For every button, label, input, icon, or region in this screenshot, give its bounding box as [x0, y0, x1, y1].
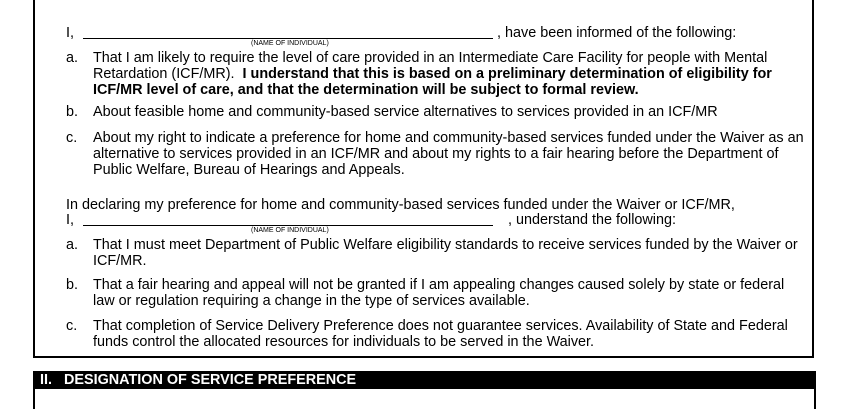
item-2a-letter: a.	[66, 237, 79, 253]
individual-name-field-1[interactable]	[83, 38, 493, 39]
statement-2-prefix: I,	[66, 212, 74, 228]
item-1c-letter: c.	[66, 130, 78, 146]
statement-2-intro: In declaring my preference for home and community-based services funded under the Waiver or ICF/MR,	[66, 197, 735, 213]
statement-2-suffix: , understand the following:	[508, 212, 677, 228]
statement-1-prefix: I,	[66, 25, 74, 41]
item-1b-text: About feasible home and community-based service alternatives to services provided in an ICF/MR	[93, 104, 718, 120]
item-2c-text: That completion of Service Delivery Preference does not guarantee services. Availability of State and Federal funds control the allocated resources for individuals to be served in the Waiver.	[93, 318, 788, 350]
section-2-left-border	[33, 389, 35, 409]
item-1c-text: About my right to indicate a preference for home and community-based services funded under the Waiver as an alternative to services provided in an ICF/MR and about my rights to a fair hearing before the Department of Public Welfare, Bureau of Hearings and Appeals.	[93, 130, 804, 178]
name-sublabel-2: (NAME OF INDIVIDUAL)	[251, 227, 329, 234]
item-2b-letter: b.	[66, 277, 79, 293]
section-2-title: II. DESIGNATION OF SERVICE PREFERENCE	[40, 372, 357, 388]
item-2a-text: That I must meet Department of Public Welfare eligibility standards to receive services funded by the Waiver or ICF/MR.	[93, 237, 798, 269]
section-2-right-border	[814, 389, 816, 409]
statement-1-suffix: , have been informed of the following:	[497, 25, 737, 41]
item-1b-letter: b.	[66, 104, 79, 120]
item-1a-text	[93, 50, 805, 98]
item-1a-plain: That I am likely to require the level of care provided in an Intermediate Care Facility for people with Mental Retardation (ICF/MR).	[93, 50, 768, 82]
name-sublabel-1: (NAME OF INDIVIDUAL)	[251, 40, 329, 47]
item-2b-text: That a fair hearing and appeal will not be granted if I am appealing changes caused solely by state or federal law or regulation requiring a change in the type of services available.	[93, 277, 785, 309]
item-2c-letter: c.	[66, 318, 78, 334]
individual-name-field-2[interactable]	[83, 225, 493, 226]
item-1a-bold: I understand that this is based on a preliminary determination of eligibility for ICF/MR level of care, and that the determination will be subject to formal review.	[93, 66, 772, 98]
item-1a-letter: a.	[66, 50, 79, 66]
